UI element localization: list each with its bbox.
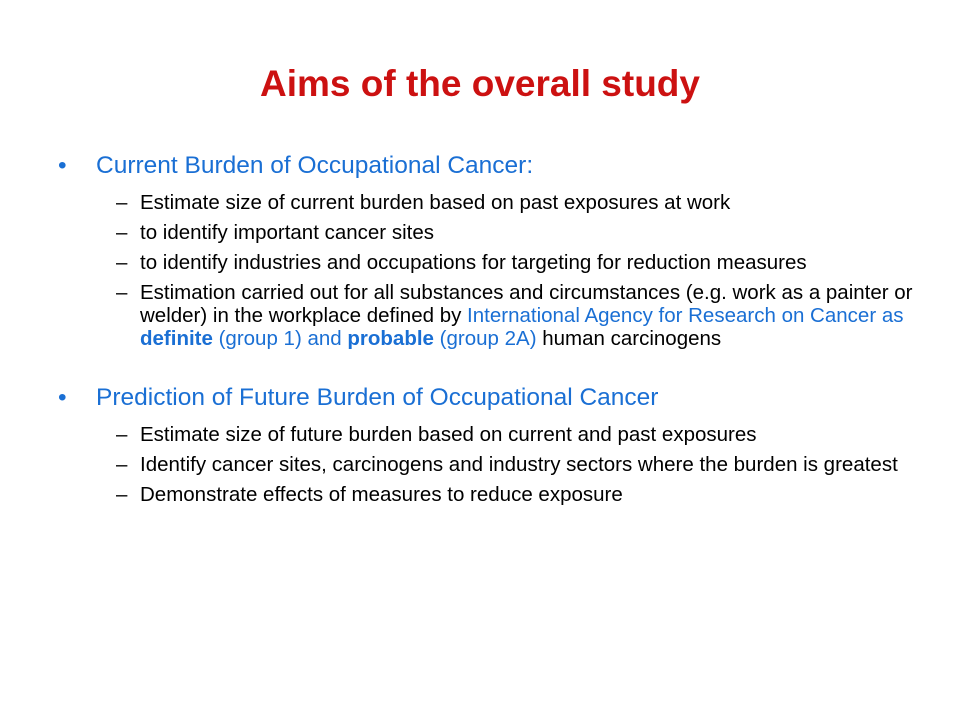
- section-future-burden: [58, 380, 928, 506]
- sub-item-text: Identify cancer sites, carcinogens and industry sectors where the burden is greatest: [140, 453, 898, 476]
- bullet-dot-icon: •: [58, 152, 67, 179]
- dash-icon: –: [116, 423, 128, 446]
- dash-icon: –: [116, 453, 128, 476]
- sub-item: [116, 251, 928, 274]
- sub-item-text: Estimate size of future burden based on current and past exposures: [140, 423, 757, 446]
- bullet-heading: Prediction of Future Burden of Occupational Cancer: [96, 384, 659, 411]
- dash-icon: –: [116, 483, 128, 506]
- dash-icon: –: [116, 281, 128, 304]
- section-current-burden: [58, 148, 928, 350]
- probable-text: probable: [347, 327, 434, 350]
- dash-icon: –: [116, 191, 128, 214]
- sub-item-text: to identify industries and occupations for targeting for reduction measures: [140, 251, 807, 274]
- group1-text: (group 1) and: [212, 327, 348, 350]
- sub-item-text: Estimate size of current burden based on past exposures at work: [140, 191, 731, 214]
- bullet-heading: Current Burden of Occupational Cancer:: [96, 152, 534, 179]
- bullet-future-burden: [58, 380, 928, 416]
- slide-title: Aims of the overall study: [260, 63, 700, 104]
- sub-item-text: Demonstrate effects of measures to reduce exposure: [140, 483, 623, 506]
- definite-text: definite: [140, 327, 213, 350]
- sub-item-text: to identify important cancer sites: [140, 221, 434, 244]
- sub-item-text: [140, 281, 928, 350]
- group2a-text: (group 2A): [433, 327, 537, 350]
- text-part: Estimation carried out for all substances and circumstances (e.g. work as a painter or welder) in the workplace defined by: [140, 281, 913, 327]
- dash-icon: –: [116, 251, 128, 274]
- sub-item: [116, 281, 928, 350]
- slide-body: [58, 148, 928, 536]
- bullet-dot-icon: •: [58, 384, 67, 411]
- dash-icon: –: [116, 221, 128, 244]
- sub-item: [116, 453, 928, 476]
- iarc-text: International Agency for Research on Cancer as: [467, 304, 904, 327]
- sub-item: [116, 423, 928, 446]
- text-part: human carcinogens: [536, 327, 722, 350]
- sub-item: [116, 483, 928, 506]
- sub-item: [116, 221, 928, 244]
- bullet-current-burden: [58, 148, 928, 184]
- sub-item: [116, 191, 928, 214]
